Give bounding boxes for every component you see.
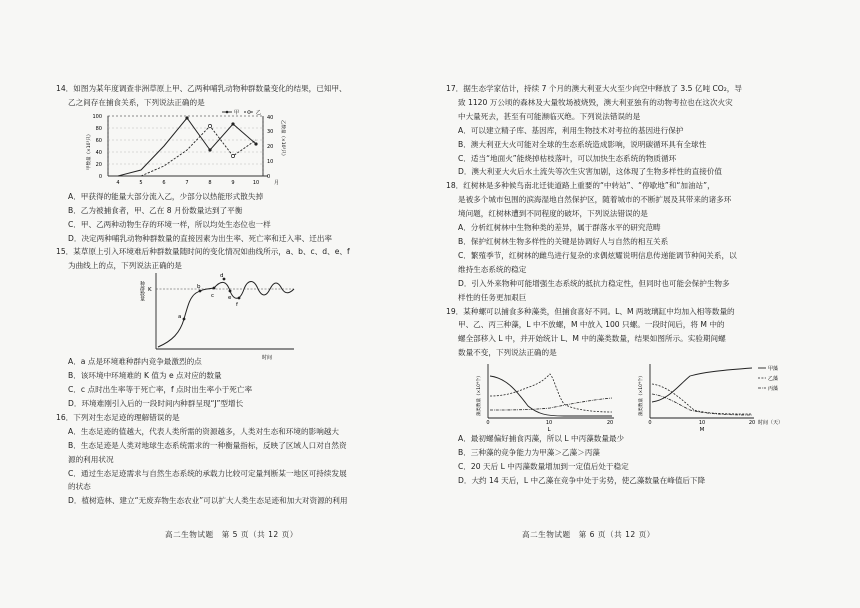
q19-panel-m: M	[699, 427, 705, 434]
q14-yright-tick-2: 20	[267, 143, 274, 150]
q18-option-b: B．保护红树林生物多样性的关键是协调好人与自然的相互关系	[458, 236, 669, 246]
q16-option-b-line-2: 源的利用状况	[68, 454, 114, 464]
q17-option-c: C．适当“地面火”能烧掉枯枝落叶，可以加快生态系统的物质循环	[458, 153, 677, 163]
q14-y-left-label: 甲数量（×10³只）	[87, 131, 92, 170]
q15-point-f: f	[236, 302, 238, 309]
q15-stem-line-2: 为曲线上的点，下列说法正确的是	[68, 261, 182, 271]
q14-option-a: A．甲获得的能量大部分流入乙，少部分以热能形式散失掉	[68, 191, 264, 201]
q18-option-d-line-2: 样性的任务更加艰巨	[458, 292, 527, 302]
q18-stem-line-3: 境问题，红树林遭到不同程度的破坏，下列说法错误的是	[458, 209, 648, 219]
question-18	[446, 179, 804, 304]
q15-option-a: A．a 点是环境难种群内竞争最激烈的点	[68, 357, 202, 367]
q19-m-curve-jia	[652, 368, 752, 402]
q15-point-b: b	[197, 284, 201, 291]
right-column	[446, 82, 804, 488]
q15-point-d: d	[220, 273, 224, 280]
q19-y-label-m: 藻类数量（×10⁴个）	[639, 373, 644, 417]
q14-yright-tick-4: 40	[267, 114, 274, 121]
q19-l-x-tick-20: 20	[606, 420, 614, 427]
q14-x-tick-9: 9	[231, 179, 235, 186]
q14-x-unit: 月	[274, 179, 280, 186]
q19-m-curve-yi	[652, 384, 752, 414]
q15-point-e: e	[228, 295, 232, 302]
q19-figure	[454, 360, 794, 432]
q19-m-x-tick-10: 10	[698, 420, 706, 427]
q16-option-b-line-1: B．生态足迹是人类对地球生态系统需求的一种衡量指标，反映了区域人口对自然资	[68, 440, 347, 450]
q15-x-label: 时间	[262, 355, 273, 362]
q14-yleft-tick-4: 80	[95, 125, 102, 132]
q19-l-x-tick-10: 10	[545, 420, 553, 427]
q14-x-tick-5: 5	[139, 179, 143, 186]
q19-l-x-tick-0: 0	[486, 420, 490, 427]
q17-option-b: B．澳大利亚大火可能对全球的生态系统造成影响，说明碳循环具有全球性	[458, 139, 707, 149]
q14-series-jia	[118, 118, 256, 176]
q15-stem-line-1: 15．某草原上引入环境难后种群数量随时间的变化情况如曲线所示，a、b、c、d、e、f	[56, 247, 350, 257]
q16-option-a: A．生态足迹的值越大，代表人类所需的资源越多，人类对生态和环境的影响越大	[68, 426, 339, 436]
q15-option-c: C．c 点时出生率等于死亡率，f 点时出生率小于死亡率	[68, 385, 253, 395]
q14-x-tick-6: 6	[162, 179, 166, 186]
q17-stem-line-1: 17．据生态学家估计，持续 7 个月的澳大利亚大火至少向空中释放了 3.5 亿吨 CO₂，导	[446, 84, 742, 93]
q16-option-d: D．植树造林、建立“无废弃物生态农业”可以扩大人类生态足迹和加大对资源的利用	[68, 496, 348, 506]
q19-stem-line-2: 甲、乙、丙三种藻，L 中不放螺，M 中放入 100 只螺。一段时间后，将 M 中的	[458, 320, 725, 330]
q19-stem-line-1: 19．某种螺可以捕食多种藻类，但捕食喜好不同。L、M 两玻璃缸中均加入相等数量的	[446, 306, 735, 316]
q17-stem-line-2: 致 1120 万公顷的森林及大量牧场被烧毁，澳大利亚独有的动物考拉也在这次火灾	[458, 97, 733, 107]
right-page	[430, 0, 860, 608]
q19-m-x-tick-20: 20	[748, 420, 756, 427]
q15-y-label: 种群数量	[139, 281, 145, 302]
q16-option-c-line-1: C．通过生态足迹需求与自然生态系统的承载力比较可定量判断某一地区可持续发展	[68, 468, 347, 478]
q19-legend-yi: 乙藻	[768, 376, 779, 383]
q14-x-tick-8: 8	[208, 179, 212, 186]
question-17	[446, 82, 804, 179]
q14-legend-yi: 乙	[256, 109, 262, 116]
left-page-footer: 高二生物试题 第 5 页（共 12 页）	[165, 530, 298, 539]
q15-option-b: B．该环境中环境难的 K 值为 e 点对应的数量	[68, 371, 222, 381]
q14-y-right-label: 乙数量（×10³只）	[280, 119, 285, 159]
q14-option-d: D．决定两种哺乳动物种群数量的直接因素为出生率、死亡率和迁入率、迁出率	[68, 233, 333, 243]
q14-legend-jia: 甲	[234, 109, 240, 116]
q14-figure	[62, 110, 362, 190]
q14-yleft-tick-0: 0	[98, 173, 102, 180]
q14-stem-line-1: 14．如图为某年度调查非洲草原上甲、乙两种哺乳动物种群数量变化的结果，已知甲、	[56, 84, 347, 93]
q19-option-b: B．三种藻的竞争能力为甲藻＞乙藻＞丙藻	[458, 448, 600, 458]
q19-stem-line-4: 数量不变，下列说法正确的是	[458, 348, 557, 358]
q19-option-c: C．20 天后 L 中丙藻数量增加到一定值后处于稳定	[458, 461, 629, 471]
question-16	[56, 411, 396, 508]
q18-option-d-line-1: D．引入外来物种可能增强生态系统的抵抗力稳定性，但同时也可能会保护生物多	[458, 278, 730, 288]
q19-panel-l: L	[547, 427, 551, 434]
q19-stem-line-3: 螺全部移入 L 中，并开始统计 L、M 中的藻类数量，结果如图所示。实验期间螺	[458, 334, 726, 344]
q14-stem-line-2: 乙之间存在捕食关系，下列说法正确的是	[68, 97, 205, 107]
q14-yright-tick-3: 30	[267, 128, 274, 135]
q14-yleft-tick-2: 40	[95, 149, 102, 156]
q14-option-c: C．甲、乙两种动物生存的环境一样，所以均处生态位也一样	[68, 219, 271, 229]
q18-option-c-line-2: 维持生态系统的稳定	[458, 264, 527, 274]
q19-l-curve-yi	[490, 374, 612, 412]
q14-option-b: B．乙为被捕食者，甲、乙在 8 月份数量达到了平衡	[68, 205, 243, 215]
left-column	[56, 82, 396, 508]
q19-l-curve-bing	[490, 398, 612, 410]
q14-x-tick-10: 10	[252, 179, 260, 186]
q19-x-unit: 时间（天）	[758, 420, 784, 427]
q15-option-d: D．环境难刚引入后的一段时间内种群呈现“J”型增长	[68, 398, 244, 408]
q18-stem-line-2: 是被多个城市包围的滨海湿地自然保护区，随着城市的不断扩展及其带来的诸多环	[458, 195, 732, 205]
q14-yleft-tick-1: 20	[95, 161, 102, 168]
q19-m-x-tick-0: 0	[648, 420, 652, 427]
q17-stem-line-3: 中大量死去，甚至有可能濒临灭绝。下列说法错误的是	[458, 111, 641, 121]
q14-yright-tick-1: 10	[267, 158, 274, 165]
q14-x-tick-4: 4	[116, 179, 120, 186]
q14-yleft-tick-5: 100	[92, 113, 102, 120]
q16-stem-line-1: 16．下列对生态足迹的理解错误的是	[56, 412, 180, 422]
q19-legend-bing: 丙藻	[768, 386, 779, 393]
right-page-footer: 高二生物试题 第 6 页（共 12 页）	[522, 530, 655, 539]
q17-option-d: D．澳大利亚大火后水土流失等次生灾害加剧，这体现了生物多样性的直接价值	[458, 167, 723, 177]
q14-x-tick-7: 7	[185, 179, 189, 186]
question-19	[446, 305, 804, 488]
q18-stem-line-1: 18．红树林是多种候鸟南北迁徙道路上重要的“中转站”、“停歇地”和“加油站”，	[446, 181, 715, 191]
question-15	[56, 245, 396, 410]
q16-option-c-line-2: 的状态	[68, 482, 91, 492]
q14-yleft-tick-3: 60	[95, 137, 102, 144]
q19-legend-jia: 甲藻	[768, 366, 779, 373]
q19-option-a: A．最初螺偏好捕食丙藻，所以 L 中丙藻数量最少	[458, 434, 625, 444]
q15-k-label: K	[148, 287, 152, 294]
q17-option-a: A．可以建立精子库、基因库，利用生物技术对考拉的基因进行保护	[458, 125, 684, 135]
q15-point-a: a	[178, 314, 182, 321]
q19-option-d: D．大约 14 天后，L 中乙藻在竞争中处于劣势，使乙藻数量在峰值后下降	[458, 475, 706, 485]
q18-option-c-line-1: C．繁殖季节，红树林的雌鸟进行复杂的求偶炫耀说明信息传递能调节种间关系，以	[458, 250, 737, 260]
q18-option-a: A．分析红树林中生物种类的差异，属于群落水平的研究范畴	[458, 223, 661, 233]
q14-yright-tick-0: 0	[267, 173, 271, 180]
question-14	[56, 82, 396, 245]
q15-point-c: c	[211, 293, 215, 300]
q19-y-label-l: 藻类数量（×10⁴个）	[477, 373, 482, 417]
